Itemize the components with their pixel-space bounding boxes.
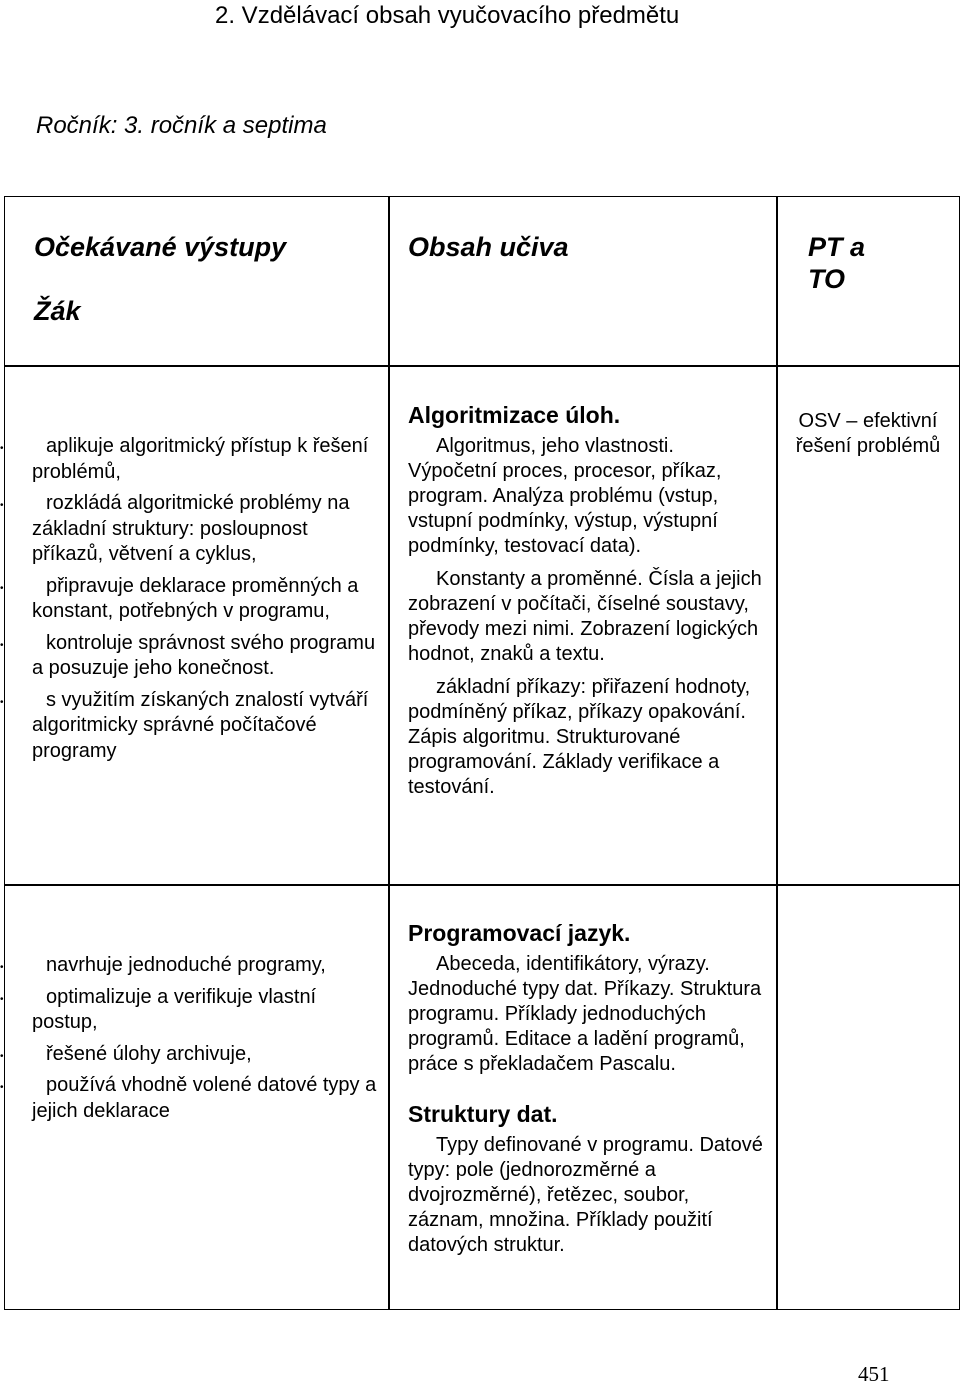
row2-content <box>408 918 768 1258</box>
header-divider <box>4 365 960 367</box>
row1-ptto: OSV – efektivní řešení problémů <box>795 410 941 457</box>
list-item: • řešené úlohy archivuje, <box>32 1042 382 1068</box>
section-title: Programovací jazyk. <box>408 920 631 946</box>
grade-line: Ročník: 3. ročník a septima <box>36 112 327 139</box>
content-paragraph: Typy definované v programu. Datové typy: pole (jednorozměrné a dvojrozměrné), řetězec, soubor, záznam, množina. Příklady použití datových struktur. <box>408 1134 763 1256</box>
header-ptto-line1: PT a <box>808 232 866 262</box>
header-outputs: Očekávané výstupy <box>34 232 287 262</box>
page-number: 451 <box>858 1362 890 1386</box>
list-item: • optimalizuje a verifikuje vlastní postup, <box>32 985 382 1036</box>
list-item: • s využitím získaných znalostí vytváří algoritmicky správné počítačové programy <box>32 688 382 765</box>
content-paragraph: Algoritmus, jeho vlastnosti. Výpočetní proces, procesor, příkaz, program. Analýza problému (vstup, vstupní podmínky, výstup, výstupní podmínky, testovací data). <box>408 435 722 557</box>
list-item: • aplikuje algoritmický přístup k řešení problémů, <box>32 434 382 485</box>
header-student: Žák <box>34 296 81 326</box>
row-divider <box>4 884 960 886</box>
content-paragraph: Abeceda, identifikátory, výrazy. Jednoduché typy dat. Příkazy. Struktura programu. Příklady jednoduchých programů. Editace a ladění programů, práce s překladačem Pascalu. <box>408 953 762 1075</box>
header-content: Obsah učiva <box>408 232 569 262</box>
column-divider-2 <box>776 196 778 1310</box>
content-paragraph: základní příkazy: přiřazení hodnoty, podmíněný příkaz, příkazy opakování. Zápis algoritmu. Strukturované programování. Základy verifikace a testování. <box>408 676 751 798</box>
row2-outputs-list <box>32 953 382 1124</box>
section-title: Algoritmizace úloh. <box>408 402 621 428</box>
list-item: • připravuje deklarace proměnných a konstant, potřebných v programu, <box>32 574 382 625</box>
list-item: • kontroluje správnost svého programu a posuzuje jeho konečnost. <box>32 631 382 682</box>
row1-content <box>408 400 768 800</box>
list-item: • rozkládá algoritmické problémy na základní struktury: posloupnost příkazů, větvení a cyklus, <box>32 491 382 568</box>
content-paragraph: Konstanty a proměnné. Čísla a jejich zobrazení v počítači, číselné soustavy, převody mezi nimi. Zobrazení logických hodnot, znaků a textu. <box>408 568 762 665</box>
section-title: Struktury dat. <box>408 1101 558 1127</box>
header-ptto-line2: TO <box>808 264 846 294</box>
column-divider-1 <box>388 196 390 1310</box>
page-heading: 2. Vzdělávací obsah vyučovacího předmětu <box>215 2 680 29</box>
list-item: • používá vhodně volené datové typy a jejich deklarace <box>32 1073 382 1124</box>
row1-outputs-list <box>32 434 382 764</box>
list-item: • navrhuje jednoduché programy, <box>32 953 382 979</box>
